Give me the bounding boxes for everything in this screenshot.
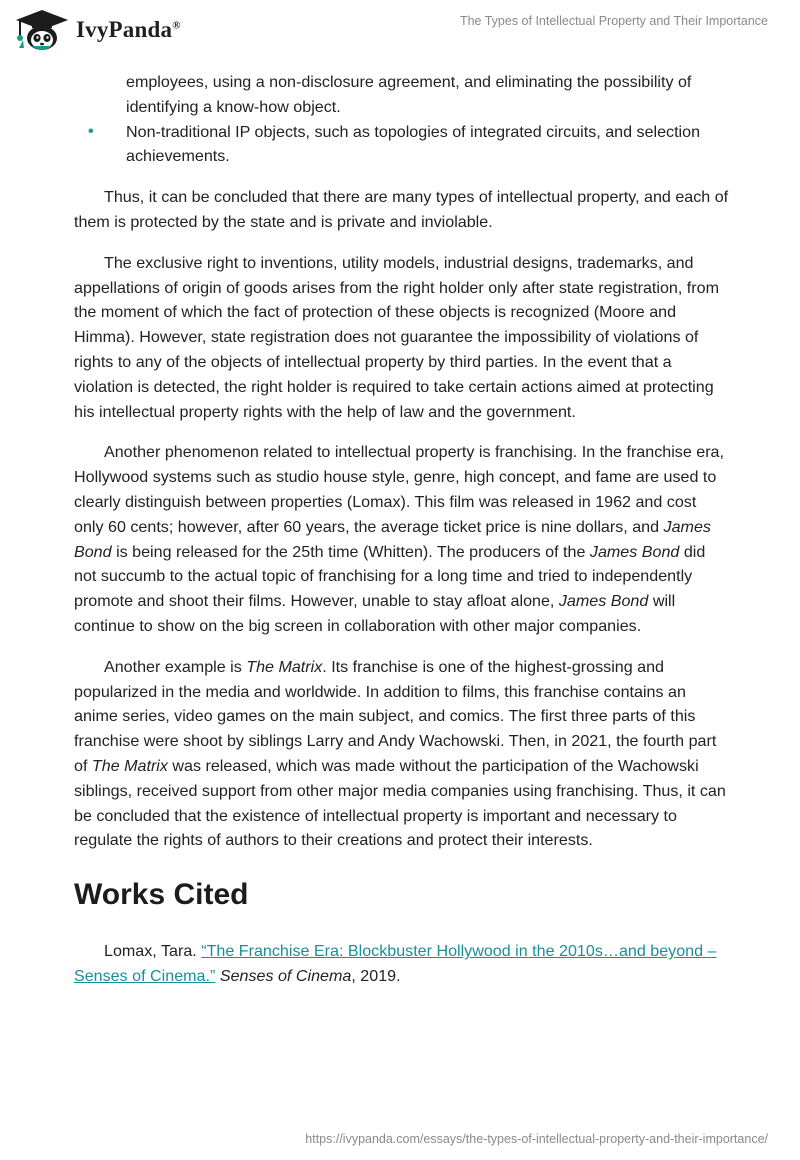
works-cited-heading: Works Cited [74, 878, 249, 912]
bullet-text: employees, using a non-disclosure agreement, and eliminating the possibility of identifying a know-how object. [126, 73, 692, 116]
ivypanda-logo[interactable] [14, 8, 181, 52]
page-header [0, 0, 800, 60]
panda-graduate-icon [14, 8, 70, 52]
italic-title: James Bond [589, 542, 680, 561]
essay-body [74, 70, 729, 989]
italic-title: The Matrix [246, 657, 323, 676]
list-item [74, 120, 729, 170]
brand-name: IvyPanda® [76, 17, 181, 42]
italic-title: The Matrix [91, 756, 168, 775]
bullet-text: Non-traditional IP objects, such as topologies of integrated circuits, and selection achievements. [126, 122, 701, 166]
paragraph: Thus, it can be concluded that there are many types of intellectual property, and each of them is protected by the state and is private and inviolable. [74, 188, 729, 231]
citation-link[interactable]: “The Franchise Era: Blockbuster Hollywood in the 2010s…and beyond – Senses of Cinema.” [74, 942, 717, 985]
italic-title: James Bond [74, 517, 711, 561]
source-url: https://ivypanda.com/essays/the-types-of-intellectual-property-and-their-importance/ [305, 1132, 768, 1146]
document-title: The Types of Intellectual Property and Their Importance [459, 14, 768, 28]
bullet-list [74, 70, 729, 169]
list-item [74, 70, 729, 120]
paragraph: Another example is The Matrix. Its franchise is one of the highest-grossing and popularized in the media and worldwide. In addition to films, this franchise contains an anime series, video games on the main subject, and comics. The first three parts of this franchise were shoot by siblings Larry and Andy Wachowski. Then, in 2021, the fourth part of The Matrix was released, which was made without the participation of the Wachowski siblings, received support from other major media companies using franchising. Thus, it can be concluded that the existence of intellectual property is important and necessary to regulate the rights of authors to their creations and protect their interests. [74, 657, 726, 850]
bullet-dot-icon: • [88, 122, 94, 140]
journal-title: Senses of Cinema [219, 966, 352, 985]
citation-entry: Lomax, Tara. “The Franchise Era: Blockbuster Hollywood in the 2010s…and beyond – Senses of Cinema.” Senses of Cinema, 2019. [74, 942, 717, 985]
paragraph: The exclusive right to inventions, utility models, industrial designs, trademarks, and appellations of origin of goods arises from the right holder only after state registration, from the moment of which the fact of protection of these objects is recognized (Moore and Himma). However, state registration does not guarantee the impossibility of violations of rights to any of the objects of intellectual property by third parties. In the event that a violation is detected, the right holder is required to take certain actions aimed at protecting his intellectual property rights with the help of law and the government. [74, 253, 719, 421]
paragraph: Another phenomenon related to intellectual property is franchising. In the franchise era, Hollywood systems such as studio house style, genre, high concept, and fame are used to clearly distinguish between properties (Lomax). This film was released in 1962 and cost only 60 cents; however, after 60 years, the average ticket price is nine dollars, and James Bond is being released for the 25th time (Whitten). The producers of the James Bond did not succumb to the actual topic of franchising for a long time and tried to independently promote and shoot their films. However, unable to stay afloat alone, James Bond will continue to show on the big screen in collaboration with other major companies. [74, 443, 724, 635]
italic-title: James Bond [558, 592, 649, 611]
